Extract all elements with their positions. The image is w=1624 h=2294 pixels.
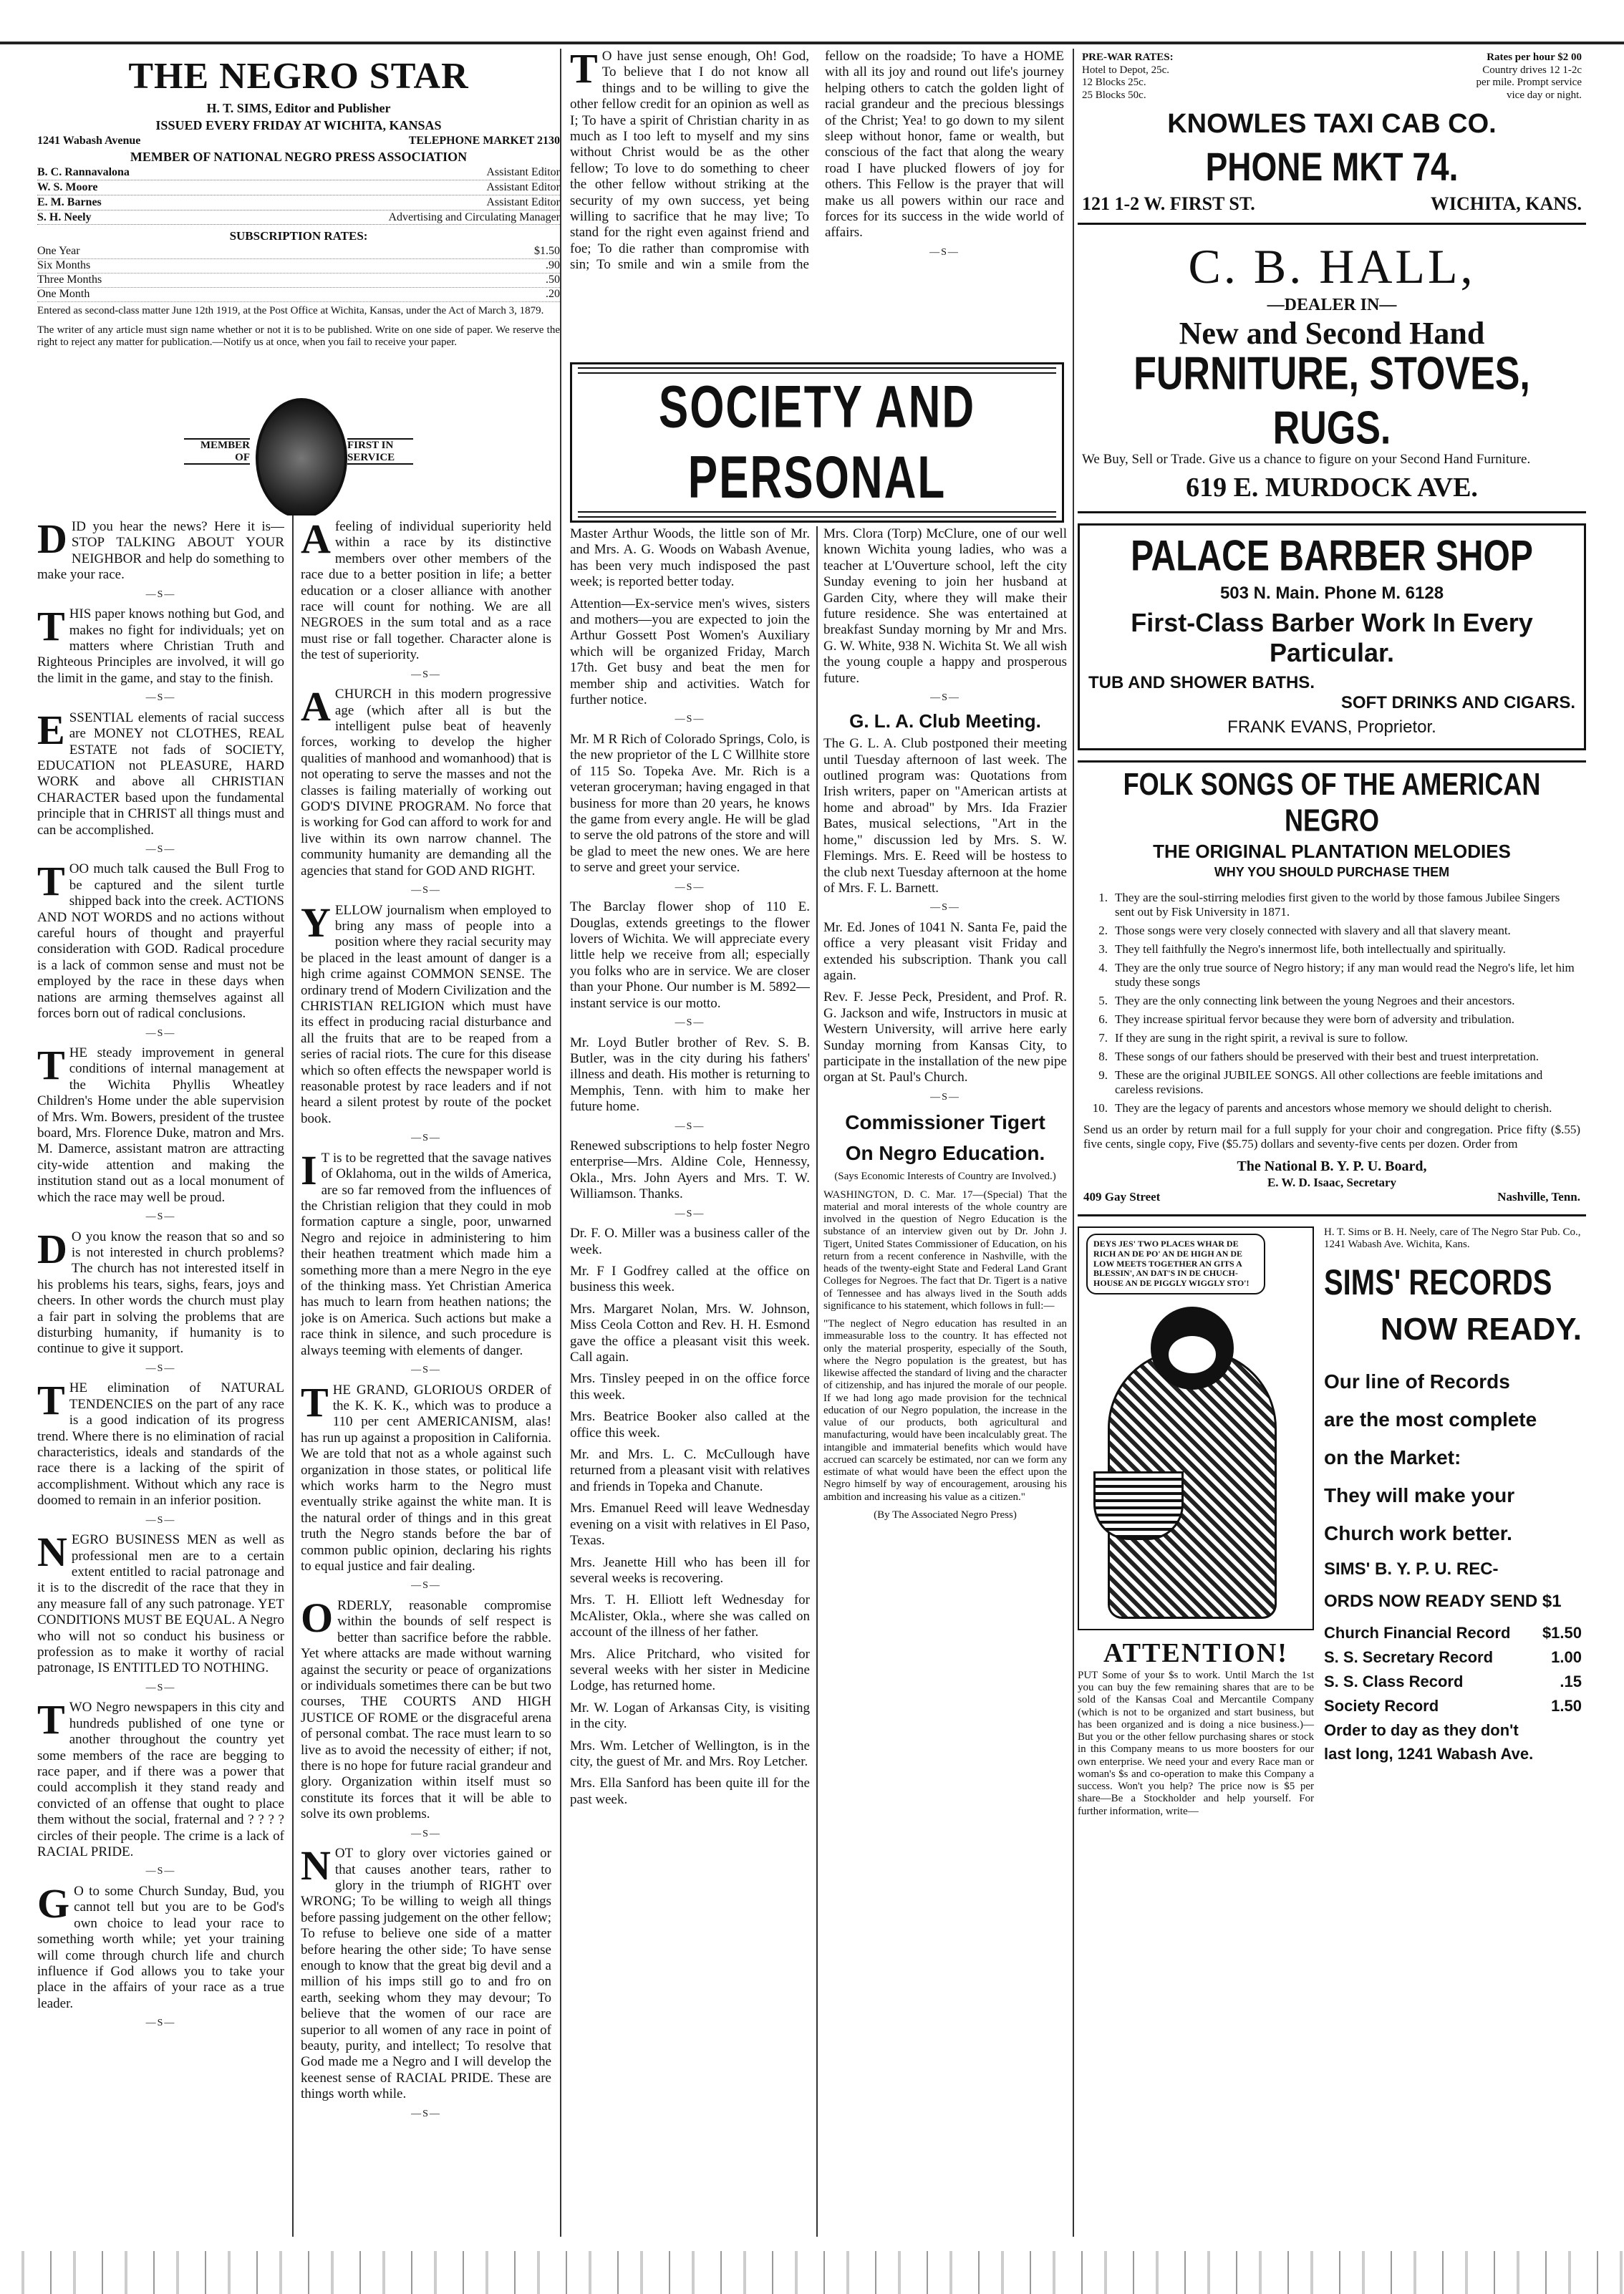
drop-cap: E (37, 706, 65, 753)
tigert-heading-2: On Negro Education. (845, 1142, 1045, 1165)
folk-item (1083, 1031, 1580, 1045)
sims-line: Church work better. (1324, 1522, 1512, 1545)
folk-subtitle: THE ORIGINAL PLANTATION MELODIES (1153, 840, 1511, 862)
column-rule (816, 526, 818, 2237)
separator: —S— (145, 2018, 176, 2029)
folk-item-text: These songs of our fathers should be preserved with their best and truest interpretation. (1115, 1050, 1540, 1063)
staff-row (37, 166, 560, 180)
staff-row (37, 211, 560, 226)
society-item: Dr. F. O. Miller was a business caller of the week. (570, 1226, 810, 1257)
drop-cap: G (37, 1879, 70, 1927)
separator: —S— (145, 1682, 176, 1693)
folk-item (1083, 942, 1580, 957)
paragraph-text: RDERLY, reasonable compromise within the bounds of self respect is better than sacrifice before the rabble. Yet where attacks are made without warning against the security or peace of organizations or individuals sometimes there can be but two courses, THE COURTS AND HIGH JUSTICE OF ROME or the disgraceful arena of personal combat. The race must learn to so live as to avoid the necessity of either; if not, there is no hope for future racial grandeur and glory. Organization within itself must so constitute its forces that it will be able to solve its own problems. (301, 1597, 551, 1822)
separator: —S— (675, 714, 705, 725)
drop-cap: O (301, 1594, 334, 1641)
society-item: Renewed subscriptions to help foster Negro enterprise—Mrs. Aldine Cole, Hennessy, Okla., Mrs. John Ayers and Mrs. T. W. Williamson. Thanks. (570, 1138, 810, 1202)
society-item: Mrs. Margaret Nolan, Mrs. W. Johnson, Miss Ceola Cotton and Rev. H. H. Esmond gave the office a pleasant visit this week. Call again. (570, 1301, 810, 1365)
masthead-block (37, 49, 560, 385)
folk-item-text: They are the only connecting link between the young Negroes and their ancestors. (1115, 993, 1515, 1007)
rate-row (37, 259, 560, 274)
separator: —S— (930, 1091, 960, 1103)
paragraph-text: T is to be regretted that the savage natives of Oklahoma, out in the wilds of America, are so far removed from the influences of the Christian religion that they could in mob formation capture a single, poor, unwarned Negro and rejoice in administering to him their heathen treatment which made him a something more than a mere Negro in the eye of the thinking mass. Yet Christian America has much to learn from heathen nations; the joke is on America. Such actions but make a race think in silence, and such procedure is always teeming with elements of danger. (301, 1150, 551, 1358)
drop-cap: T (37, 1042, 65, 1089)
sims-line: They will make your (1324, 1484, 1515, 1507)
folk-item-text: They are the only true source of Negro history; if any man would read the Negro's life, let him study these songs (1115, 960, 1575, 989)
paragraph-text: OT to glory over victories gained or that causes another tears, rather to glory in the triumph of RIGHT over WRONG; To be willing to weigh all things before passing judgement on the other fellow; To refuse to believe one side of a matter before hearing the other side; To have sense enough to know that the great big devil and a million of his imps still go to and fro on earth, seeking whom they may devour; To believe that the women of our race are superior to all women of any race in point of beauty, purity, and intellect; To resolve that God made me a Negro and I will develop the keenest sense of RACIAL PRIDE. These are things worth while. (301, 1846, 551, 2102)
paragraph-text: O you know the reason that so and so is not interested in church problems? The church has not interested itself in his problems his tears, sighs, fears, joys and cheers. In other words the church must play a fair part in solving the problems that are disturbing humanity, if humanity is to continue to give it support. (37, 1229, 284, 1357)
rate-price: .20 (546, 288, 560, 301)
page-bottom-edge (0, 2251, 1624, 2294)
drop-cap: Y (301, 899, 331, 946)
sims-line: on the Market: (1324, 1446, 1461, 1468)
society-item: Mrs. Alice Pritchard, who visited for several weeks with her sister in Medicine Lodge, has returned home. (570, 1646, 810, 1694)
ads-column (1078, 49, 1586, 2240)
folk-order: Send us an order by return mail for a full supply for your choir and congregation. Price fifty ($.55) five cents, single copy, Five ($5.75) dollars and seventy-five cents per dozen. Order from (1083, 1123, 1580, 1151)
rate-line: 25 Blocks 50c. (1082, 89, 1146, 102)
paragraph-text: HE GRAND, GLORIOUS ORDER of the K. K. K., which was to produce a 110 per cent AMERICANISM, alas! has run up against a proposition in California. We are told that not as a whole against such organization in those states, or political life which works harm to the Negro must eventually strike against the white man. It is the natural order of things and in this great truth the Negro stands before the bar of common public opinion, declaring his rights to equal justice and fair dealing. (301, 1382, 551, 1574)
folk-item (1083, 1050, 1580, 1064)
taxi-rates-left (1082, 52, 1174, 102)
rate-period: Three Months (37, 274, 102, 286)
record-row (1324, 1673, 1582, 1691)
tigert-text: WASHINGTON, D. C. Mar. 17—(Special) That the material and moral interests of the whole country are involved in the question of Negro Education is the substance of an interview given out by Dr. John J. Tigert, United States Commissioner of Education, on his return from a recent conference in Nashville, with the heads of the twenty-eight State and Federal Land Grant Colleges for Negroes. The fact that Dr. Tigert is a native of Tennessee and has always lived in the South adds significance to his statement, which follows in full:— (823, 1189, 1067, 1312)
rates-list (37, 245, 560, 302)
staff-name: W. S. Moore (37, 180, 98, 193)
tigert-subhead: (Says Economic Interests of Country are Involved.) (834, 1171, 1056, 1183)
separator: —S— (411, 1365, 441, 1376)
editorial-paragraph (301, 1146, 551, 1359)
editorial-paragraph (37, 858, 284, 1022)
society-item: Mr. W. Logan of Arkansas City, is visiting in the city. (570, 1700, 810, 1732)
rate-line: Hotel to Depot, 25c. (1082, 64, 1170, 76)
hall-line-2: FURNITURE, STOVES, RUGS. (1134, 347, 1530, 455)
taxi-phone: PHONE MKT 74. (1205, 144, 1459, 189)
rate-price: .50 (546, 274, 560, 286)
folk-item-text: They tell faithfully the Negro's innermost life, both intellectually and spiritually. (1115, 942, 1506, 956)
mcclure-item: Mrs. Clora (Torp) McClure, one of our well known Wichita young ladies, who was a teacher at L'Ouverture school, left the city Sunday evening to join her husband at Garden City, where they will make their future residence. She was entertained at breakfast Sunday morning by Mr and Mrs. G. W. White, 938 N. Wichita St. We all wish the young couple a happy and prosperous future. (823, 526, 1067, 686)
peck-item: Rev. F. Jesse Peck, President, and Prof. R. G. Jackson and wife, Instructors in music at Western University, will arrive here early Sunday morning from Kansas City, to participate in the installation of the new pipe organ at St. Paul's Church. (823, 989, 1067, 1085)
taxi-rates-right (1476, 52, 1582, 102)
sims-line: SIMS' B. Y. P. U. REC- (1324, 1559, 1499, 1579)
record-row (1324, 1624, 1582, 1642)
drop-cap: T (37, 603, 65, 650)
separator: —S— (145, 1514, 176, 1526)
folk-item-text: They are the soul-stirring melodies first given to the world by those famous Jubilee Singers sent out by Fisk University in 1871. (1115, 890, 1560, 919)
folk-address: 409 Gay Street (1083, 1189, 1161, 1204)
prayer-article (570, 49, 1064, 349)
record-row (1324, 1697, 1582, 1715)
jones-item: Mr. Ed. Jones of 1041 N. Santa Fe, paid the office a very pleasant visit Friday and extended his subscription. Thank you call again. (823, 919, 1067, 984)
folk-item-number: 4. (1098, 960, 1108, 974)
drop-cap: N (37, 1529, 67, 1576)
rate-line: Country drives 12 1-2c (1482, 64, 1582, 76)
hall-ad (1078, 235, 1586, 513)
editorial-paragraph (37, 1879, 284, 2012)
separator: —S— (411, 1580, 441, 1592)
folk-item (1083, 994, 1580, 1008)
paragraph-text: EGRO BUSINESS MEN as well as professional men are to a certain extent entitled to racial patronage and it is to the discredit of the race that they in any measure fall of any such patronage. YET CONDITIONS MUST BE EQUAL. A Negro who will not so conduct his business or profession as to make it worthy of racial patronage, IS ENTITLED TO NOTHING. (37, 1532, 284, 1676)
folk-item (1083, 1012, 1580, 1027)
press-seal (184, 398, 413, 516)
column-rule (1073, 49, 1074, 2237)
separator: —S— (145, 589, 176, 600)
issued: ISSUED EVERY FRIDAY AT WICHITA, KANSAS (155, 117, 442, 132)
society-item: Mr. M R Rich of Colorado Springs, Colo, is the new proprietor of the L C Willhite store of 115 So. Topeka Ave. Mr. Rich is a veteran groceryman; having engaged in that business for more than 20 years, he knows the game from every angle. He will be glad to serve the old patrons of the store and will be glad to meet the new ones. We are here to serve and greet your service. (570, 731, 810, 876)
folk-secretary: E. W. D. Isaac, Secretary (1267, 1175, 1397, 1189)
drop-cap: T (37, 1696, 65, 1743)
society-item: Mrs. Emanuel Reed will leave Wednesday evening on a visit with relatives in El Paso, Texas. (570, 1501, 810, 1549)
record-price: $1.50 (1542, 1623, 1582, 1642)
society-banner (570, 362, 1064, 523)
paragraph-text: OO much talk caused the Bull Frog to be captured and the silent turtle shipped back into the creek. ACTIONS AND NOT WORDS and no actions without careful hours of thought and prayerful consideration with GOD. Radical procedure is a lack of common sense and must not be employed by the race in these days when nations are arming themselves against all forces born out of radical conclusions. (37, 861, 284, 1022)
paragraph-text: HIS paper knows nothing but God, and makes no fight for individuals; yet on matters where Christian Truth and Righteous Principles are involved, it will go the limit in the game, and stay to the finish. (37, 606, 284, 686)
editorial-paragraph (37, 1225, 284, 1357)
gla-heading: G. L. A. Club Meeting. (849, 710, 1041, 732)
attention-text: PUT Some of your $s to work. Until March the 1st you can buy the few remaining shares that are to be sold of the Kansas Coal and Mercantile Company (which is not to be organized and start business, but has been organized and is doing a nice business.)—But you or the other fellow purchasing shares or stock in this Company means to us more boosters for our own enterprise. We need your and every Race man or woman's $s and co-operation to make this Company a success. Won't you help? The price now is $5 per share—Be a Stockholder and help yourself. For further information, write— (1078, 1669, 1314, 1817)
rate-period: Six Months (37, 259, 91, 272)
barber-ad (1078, 523, 1586, 750)
record-name: S. S. Class Record (1324, 1672, 1464, 1690)
folk-board: The National B. Y. P. U. Board, (1237, 1158, 1427, 1175)
sims-body (1324, 1363, 1582, 1618)
separator: —S— (145, 1363, 176, 1374)
paper-title-full: THE NEGRO STAR (128, 56, 469, 97)
separator: —S— (411, 1133, 441, 1144)
rate-row (37, 245, 560, 259)
society-item: Mrs. Beatrice Booker also called at the office this week. (570, 1409, 810, 1441)
separator: —S— (145, 843, 176, 855)
folk-item-number: 10. (1092, 1101, 1108, 1115)
street-address: 1241 Wabash Avenue (37, 134, 141, 147)
editorial-column-2 (301, 519, 551, 2223)
separator: —S— (930, 692, 960, 704)
society-item: Mrs. Ella Sanford has been quite ill for the past week. (570, 1776, 810, 1807)
society-column-a (570, 526, 810, 2223)
society-item: Master Arthur Woods, the little son of Mr. and Mrs. A. G. Woods on Wabash Avenue, has been very much indisposed the past week; is reported better today. (570, 526, 810, 590)
rate-period: One Year (37, 245, 80, 258)
editorial-paragraph (301, 1594, 551, 1823)
taxi-address: 121 1-2 W. FIRST ST. (1082, 193, 1255, 214)
separator: —S— (411, 669, 441, 680)
staff-name: S. H. Neely (37, 210, 92, 223)
writer-notice: The writer of any article must sign name whether or not it is to be published. Write on one side of paper. We reserve the right to reject any matter for publication.—Notify us at once, when you fail to receive your paper. (37, 324, 560, 349)
staff-role: Assistant Editor (486, 180, 560, 193)
society-title: SOCIETY AND PERSONAL (658, 374, 976, 512)
drop-cap: D (37, 519, 67, 562)
piggly-illustration (1078, 1226, 1314, 1630)
entered-notice: Entered as second-class matter June 12th 1919, at the Post Office at Wichita, Kansas, under the Act of March 3, 1879. (37, 304, 544, 316)
separator: —S— (145, 1027, 176, 1039)
sims-line: are the most complete (1324, 1408, 1537, 1431)
hall-line-1: New and Second Hand (1179, 316, 1485, 352)
taxi-city: WICHITA, KANS. (1430, 193, 1582, 214)
separator: —S— (675, 1208, 705, 1219)
folk-list (1083, 891, 1580, 1116)
seal-right-label: FIRST IN SERVICE (347, 438, 413, 465)
drop-cap: I (301, 1146, 317, 1194)
editorial-paragraph (37, 706, 284, 838)
editorial-paragraph (37, 1042, 284, 1206)
speech-bubble: DEYS JES' TWO PLACES WHAR DE RICH AN DE PO' AN DE HIGH AN DE LOW MEETS TOGETHER AN GITS A BLESSIN', AN DAT'S IN DE CHUCH-HOUSE AN DE PIGGLY WIGGLY STO'! (1086, 1234, 1265, 1294)
sims-line: ORDS NOW READY SEND $1 (1324, 1592, 1562, 1612)
taxi-name: KNOWLES TAXI CAB CO. (1167, 108, 1497, 139)
rate-row (37, 288, 560, 302)
folk-item-text: If they are sung in the right spirit, a revival is sure to follow. (1115, 1030, 1408, 1045)
folk-item-number: 6. (1098, 1012, 1108, 1026)
folk-item (1083, 1068, 1580, 1097)
drop-cap: T (37, 1377, 65, 1424)
folk-item-number: 1. (1098, 890, 1108, 904)
separator: —S— (145, 692, 176, 704)
editor: H. T. SIMS, Editor and Publisher (206, 101, 391, 116)
column-rule (292, 516, 294, 2237)
barber-drinks: SOFT DRINKS AND CIGARS. (1340, 693, 1575, 713)
staff-row (37, 196, 560, 210)
drop-cap: N (301, 1842, 331, 1889)
society-item: Mr. Loyd Butler brother of Rev. S. B. Butler, was in the city during his fathers' illness and death. His mother is returning to Memphis, Tenn. with him to make her future home. (570, 1035, 810, 1115)
folk-item (1083, 961, 1580, 989)
staff-role: Advertising and Circulating Manager (388, 210, 560, 223)
drop-cap: D (37, 1225, 67, 1272)
editorial-paragraph (301, 899, 551, 1128)
record-price: .15 (1560, 1672, 1582, 1690)
society-item: Attention—Ex-service men's wives, sisters and mothers—you are expected to join the Arthur Gossett Post Women's Auxiliary which will be organized Friday, March 17th. Get busy and beat the men for member ship and activities. Watch for further notice. (570, 596, 810, 708)
rate-line: Rates per hour $2 00 (1487, 52, 1582, 63)
tigert-heading-1: Commissioner Tigert (845, 1111, 1045, 1134)
folk-item-text: These are the original JUBILEE SONGS. All other collections are feeble imitations and careless revisions. (1115, 1068, 1543, 1097)
separator: —S— (145, 1211, 176, 1223)
prewar-title: PRE-WAR RATES: (1082, 52, 1174, 63)
rate-line: vice day or night. (1507, 89, 1582, 102)
barber-name: PALACE BARBER SHOP (1131, 533, 1533, 581)
folk-title: FOLK SONGS OF THE AMERICAN NEGRO (1123, 766, 1541, 838)
folk-item-number: 7. (1098, 1030, 1108, 1045)
paragraph-text: CHURCH in this modern progressive age (which after all is but the intelligent pulse beat of heavenly forces, working to develop the higher qualities of manhood and womanhood) that is not operating to serve the masses and not the classes is failing materially of working out GOD'S DIVINE PROGRAM. No force that is working for God can afford to work for and live within its own narrow channel. The community humanity are demanding all the agencies that stand for GOD AND RIGHT. (301, 687, 551, 879)
society-column-b (823, 526, 1067, 2223)
tigert-credit: (By The Associated Negro Press) (874, 1509, 1017, 1521)
society-item: Mrs. Jeanette Hill who has been ill for several weeks is recovering. (570, 1554, 810, 1586)
sims-contact: H. T. Sims or B. H. Neely, care of The Negro Star Pub. Co., 1241 Wabash Ave. Wichita, Kans. (1324, 1226, 1581, 1251)
bottom-ads (1078, 1226, 1586, 1825)
sims-ready: NOW READY. (1380, 1311, 1582, 1347)
editorial-paragraph (301, 1842, 551, 2103)
editorial-paragraph (570, 49, 1064, 274)
society-item: Mrs. Wm. Letcher of Wellington, is in the city, the guest of Mr. and Mrs. Roy Letcher. (570, 1738, 810, 1769)
folk-item-text: Those songs were very closely connected with slavery and all that slavery meant. (1115, 923, 1511, 937)
records-list (1324, 1624, 1582, 1715)
tigert-quote: "The neglect of Negro education has resulted in an immeasurable loss to the country. It has effected not only the material prosperity, especially of the South, where the Negro population is the greatest, but has likewise affected the standard of living and the character of citizenship, and has injured the morale of our people. If we had long ago made provision for the technical education of our Negro population, the increase in the value of our products, both agricultural and manufacturing, would have been incalculably great. The intangible and immaterial benefits which would have accrued can scarcely be estimated, nor can we form any estimate of what would have been the effect upon the Negro himself by way of encouragement, arousing his ambition and increasing his value as a citizen." (823, 1318, 1067, 1503)
rates-title: SUBSCRIPTION RATES: (229, 229, 368, 243)
separator: —S— (930, 902, 960, 914)
basket-icon (1093, 1471, 1184, 1540)
telephone: TELEPHONE MARKET 2130 (408, 134, 560, 147)
sims-records-ad (1324, 1226, 1582, 1825)
society-item: Mr. and Mrs. L. C. McCullough have returned from a pleasant visit with relatives and friends in Topeka and Chanute. (570, 1447, 810, 1494)
editorial-paragraph (301, 519, 551, 664)
separator: —S— (411, 885, 441, 896)
folk-songs-ad (1078, 760, 1586, 1216)
staff-row (37, 181, 560, 195)
taxi-ad (1078, 49, 1586, 225)
folk-item-number: 5. (1098, 993, 1108, 1007)
attention-heading: ATTENTION! (1103, 1637, 1288, 1668)
editorial-column-1 (37, 519, 284, 2223)
staff-list (37, 166, 560, 226)
barber-baths: TUB AND SHOWER BATHS. (1088, 672, 1315, 692)
drop-cap: T (37, 858, 65, 905)
editorial-paragraph (301, 1378, 551, 1575)
folk-item-number: 3. (1098, 942, 1108, 956)
record-row (1324, 1648, 1582, 1667)
editorial-paragraph (301, 683, 551, 879)
hall-name: C. B. HALL, (1188, 238, 1476, 294)
top-rule (0, 42, 1624, 44)
staff-role: Assistant Editor (486, 165, 560, 178)
sims-last: last long, 1241 Wabash Ave. (1324, 1745, 1534, 1763)
separator: —S— (411, 2108, 441, 2119)
paragraph-text: HE steady improvement in general conditions of internal management at the Wichita Phyllis Wheatley Children's Home under the able supervision of Mrs. Wm. Bowers, president of the trustee board, Mrs. Florence Duke, matron and Mrs. M. Damerce, assistant matron are attracting city-wide attention and making the institution stand out as a local monument of which the race may well be proud. (37, 1045, 284, 1205)
folk-item-text: They increase spiritual fervor because they were born of adversity and tribulation. (1115, 1012, 1514, 1026)
rate-price: .90 (546, 259, 560, 272)
record-price: 1.50 (1551, 1696, 1582, 1715)
woman-head-icon (1151, 1307, 1234, 1390)
folk-item-number: 2. (1098, 923, 1108, 937)
address-row (37, 135, 560, 148)
rate-line: 12 Blocks 25c. (1082, 77, 1146, 89)
folk-item (1083, 1101, 1580, 1115)
rate-price: $1.50 (534, 245, 560, 258)
seal-left-label: MEMBER OF (184, 438, 250, 465)
sims-order: Order to day as they don't (1324, 1720, 1519, 1739)
separator: —S— (675, 1017, 705, 1028)
separator: —S— (929, 246, 960, 258)
paragraph-text: ELLOW journalism when employed to bring any mass of people into a position where they racial security may be placed in the least amount of danger is a high crime against COMMON SENSE. The ordinary trend of Modern Civilization and the CHRISTIAN RELIGION which must have its effect in producing racial disturbance and all the fruits that are to be reaped from a series of racial riots. The cure for this disease which so often effects the newspaper world is reasonable protest by race leaders and if not heard a silent protest by route of the pocket book. (301, 902, 551, 1126)
separator: —S— (411, 1828, 441, 1839)
record-name: Society Record (1324, 1696, 1439, 1715)
record-price: 1.00 (1551, 1647, 1582, 1666)
drop-cap: T (570, 49, 598, 92)
folk-city: Nashville, Tenn. (1497, 1189, 1580, 1204)
paragraph-text: ID you hear the news? Here it is—STOP TALKING ABOUT YOUR NEIGHBOR and help do something to make your race. (37, 519, 284, 583)
rate-period: One Month (37, 288, 90, 301)
paragraph-text: HE elimination of NATURAL TENDENCIES on the part of any race is a good indication of its progress trend. Where there is no elimination of racial characteristics, ideals and standards of the race there is a lacking of the spirit of accomplishment. Without which any race is doomed to remain in an inferior position. (37, 1380, 284, 1509)
society-item: Mr. F I Godfrey called at the office on business this week. (570, 1264, 810, 1295)
society-item: Mrs. Tinsley peeped in on the office force this week. (570, 1371, 810, 1403)
piggly-ad (1078, 1226, 1314, 1825)
column-rule (560, 49, 561, 2237)
sims-title: SIMS' RECORDS (1324, 1263, 1552, 1303)
folk-item-number: 9. (1098, 1068, 1108, 1083)
paragraph-text: WO Negro newspapers in this city and hundreds published of one tyne or another throughout the country yet some members of the race are begging to race paper, and if there was a power that could accomplish it they stand ready and convicted of an offense that ought to place them without the social, fraternal and ? ? ? ? circles of their people. The crime is a lack of RACIAL PRIDE. (37, 1700, 284, 1859)
barber-address: 503 N. Main. Phone M. 6128 (1219, 583, 1444, 603)
rate-line: per mile. Prompt service (1476, 77, 1582, 89)
editorial-paragraph (37, 519, 284, 584)
hall-tagline: We Buy, Sell or Trade. Give us a chance to figure on your Second Hand Furniture. (1082, 451, 1531, 467)
society-item: Mrs. T. H. Elliott left Wednesday for McAlister, Okla., where she was called on account of the illness of her father. (570, 1592, 810, 1640)
association: MEMBER OF NATIONAL NEGRO PRESS ASSOCIATION (130, 149, 468, 164)
hall-dealer: —DEALER IN— (1267, 295, 1397, 314)
editorial-paragraph (37, 1377, 284, 1509)
seal-area (37, 387, 560, 516)
record-name: S. S. Secretary Record (1324, 1647, 1494, 1666)
separator: —S— (675, 881, 705, 893)
society-item: The Barclay flower shop of 110 E. Douglas, extends greetings to the flower lovers of Wichita. We will appreciate every little help we receive from all; especially you folks who are in service. We are closer than your Phone. Our number is M. 5892—instant service is our motto. (570, 899, 810, 1011)
hall-address: 619 E. MURDOCK AVE. (1186, 473, 1478, 503)
editorial-paragraph (37, 1696, 284, 1860)
society-section (570, 358, 1064, 531)
folk-item (1083, 891, 1580, 919)
folk-why: WHY YOU SHOULD PURCHASE THEM (1214, 865, 1450, 880)
paragraph-text: O have just sense enough, Oh! God, To believe that I do not know all things and to be willing to give the other fellow credit for an opinion as well as I; To have a spirit of Christian charity in as much as I too left to myself and my sins without Christ would be as the other fellow; To love to do something to cheer the other fellow without striking at the security of my own success, yet being willing to sacrifice that he may live; To stand for the right even against friend and foe; To die rather than compromise with sin; To smile and win a smile from the fellow on the roadside; To have a HOME with all its joy and round out life's journey helping others to catch the golden light of racial grandeur and the precious blessings of the Christ; Yea! to go down to my silent sleep without honor, fame or wealth, but conscious of the fact that along the weary road I have plucked flowers of joy for others. This Fellow is the prayer that will make us all powers within our race and forces for its success in the wide world of affairs. (570, 49, 1064, 273)
staff-role: Assistant Editor (486, 195, 560, 208)
editorial-paragraph (37, 603, 284, 687)
paragraph-text: SSENTIAL elements of racial success are MONEY not CLOTHES, REAL ESTATE not fads of SOCIETY, EDUCATION not PLEASURE, HARD WORK and above all CHRISTIAN CHARACTER based upon the fundamental principle that in CHRIST all things must and can be accomplished. (37, 710, 284, 838)
folk-item-text: They are the legacy of parents and ancestors whose memory we should delight to cherish. (1115, 1101, 1552, 1115)
barber-proprietor: FRANK EVANS, Proprietor. (1227, 717, 1436, 737)
drop-cap: T (301, 1378, 329, 1426)
record-name: Church Financial Record (1324, 1623, 1511, 1642)
staff-name: B. C. Rannavalona (37, 165, 130, 178)
sims-line: Our line of Records (1324, 1370, 1510, 1393)
paragraph-text: O to some Church Sunday, Bud, you cannot tell but you are to be God's own choice to lead your race to something worth while; yet your training will come through church life and church influence if God allows you to take your place in the affairs of your race as a true leader. (37, 1883, 284, 2011)
editorial-paragraph (37, 1529, 284, 1677)
drop-cap: A (301, 519, 331, 562)
separator: —S— (675, 1121, 705, 1132)
staff-name: E. M. Barnes (37, 195, 102, 208)
seal-emblem-icon (256, 398, 347, 516)
folk-item-number: 8. (1098, 1050, 1108, 1063)
barber-line: First-Class Barber Work In Every Particular. (1131, 607, 1533, 668)
gla-text: The G. L. A. Club postponed their meeting until Tuesday afternoon of last week. The outlined program was: Quotations from Irish writers, paper on "American artists at home and abroad" by Mrs. Ida Frazier Bates, musical selections, "Art in the home," discussion led by Mrs. S. W. Flemings. Mrs. E. Reed will be hostess to the club next Tuesday afternoon at the home of Mrs. F. L. Barnett. (823, 736, 1067, 896)
rate-row (37, 274, 560, 288)
folk-item (1083, 924, 1580, 938)
drop-cap: A (301, 683, 331, 730)
separator: —S— (145, 1866, 176, 1877)
paragraph-text: feeling of individual superiority held within a race by its distinctive members over other members of the race due to a better position in life; a better education or a closer alliance with another race will count for nothing. We are all NEGROES in the sum total and as a race must rise or fall together. Character alone is the test of superiority. (301, 519, 551, 663)
